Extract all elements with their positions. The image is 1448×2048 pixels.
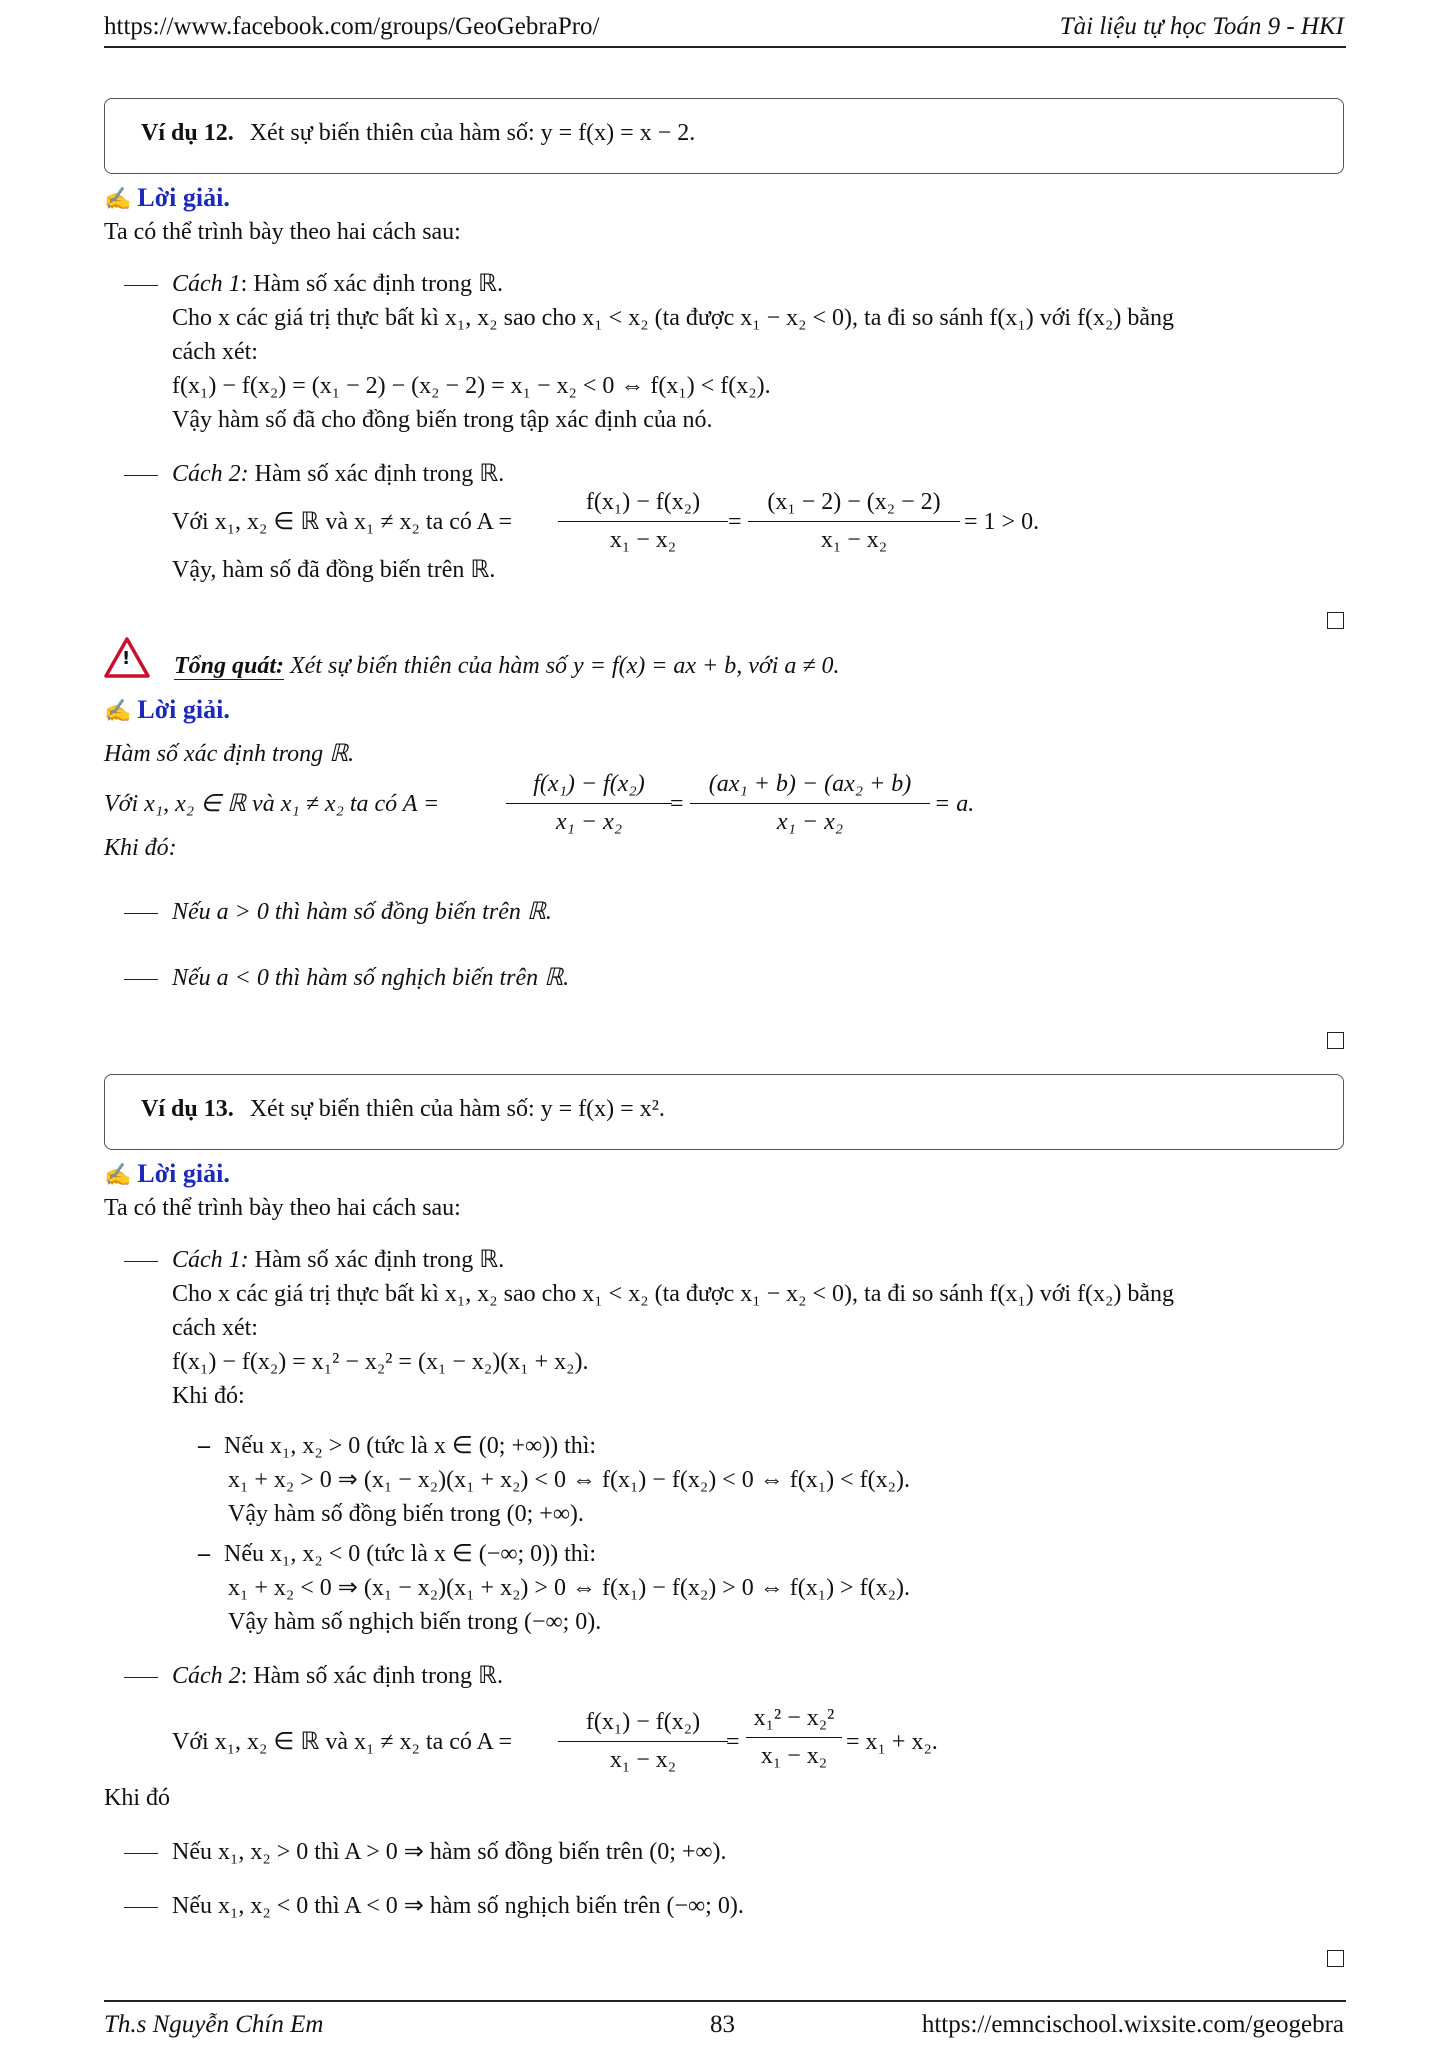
equals-sign: = <box>728 509 742 535</box>
ex13-subcase-1-formula: x₁ + x₂ > 0 ⇒ (x₁ − x₂)(x₁ + x₂) < 0 ⇔ f(x₁) − f(x₂) < 0 ⇔ f(x₁) < f(x₂). <box>228 1467 910 1493</box>
dash-bullet <box>124 979 158 980</box>
ex12-method1-title: Cách 1: Hàm số xác định trong ℝ. <box>124 270 503 299</box>
solution-heading-2: ✍ Lời giải. <box>104 695 230 724</box>
equals-sign: = <box>726 1729 740 1755</box>
general-pre: Với x₁, x₂ ∈ ℝ và x₁ ≠ x₂ ta có A = <box>104 791 440 817</box>
ex12-method1-line: cách xét: <box>172 339 258 365</box>
ex12-fraction-1: $\frac{\text{f(x₁) − f(x₂)}}{\text{x₁ − x₂}}$ <box>558 488 728 555</box>
ex12-method2-conclusion: Vậy, hàm số đã đồng biến trên ℝ. <box>172 557 496 583</box>
ex13-intro: Ta có thể trình bày theo hai cách sau: <box>104 1195 461 1221</box>
dash-bullet <box>124 285 158 286</box>
general-statement: Tổng quát: Xét sự biến thiên của hàm số y = f(x) = ax + b, với a ≠ 0. <box>174 653 840 679</box>
dash-bullet <box>124 1261 158 1262</box>
ex13-method1-formula: f(x₁) − f(x₂) = x₁² − x₂² = (x₁ − x₂)(x₁ + x₂). <box>172 1349 589 1375</box>
ex13-fraction-1: $\frac{\text{f(x₁) − f(x₂)}}{\text{x₁ − x₂}}$ <box>558 1708 728 1775</box>
page-number: 83 <box>710 2011 735 2038</box>
ex12-method2-result: = 1 > 0. <box>964 509 1040 535</box>
ex13-method2-title: Cách 2: Hàm số xác định trong ℝ. <box>124 1662 503 1691</box>
ex13-subcase-2-head: – Nếu x₁, x₂ < 0 (tức là x ∈ (−∞; 0)) thì: <box>198 1541 597 1567</box>
pen-icon: ✍ <box>104 698 132 723</box>
footer-link[interactable]: https://emncischool.wixsite.com/geogebra <box>921 2011 1344 2038</box>
ex12-method1-conclusion: Vậy hàm số đã cho đồng biến trong tập xác định của nó. <box>172 407 713 433</box>
ex12-method2-title: Cách 2: Hàm số xác định trong ℝ. <box>124 460 504 489</box>
ex12-intro: Ta có thể trình bày theo hai cách sau: <box>104 219 461 245</box>
general-case-1: Nếu a > 0 thì hàm số đồng biến trên ℝ. <box>124 898 552 927</box>
qed-square-icon <box>1327 1950 1344 1967</box>
ex12-fraction-2: $\frac{\text{(x₁ − 2) − (x₂ − 2)}}{\text{x₁ − x₂}}$ <box>748 488 960 555</box>
ex13-method1-khi-do: Khi đó: <box>172 1383 245 1409</box>
ex12-method1-line: Cho x các giá trị thực bất kì x₁, x₂ sao cho x₁ < x₂ (ta được x₁ − x₂ < 0), ta đi so sánh f(x₁) với f(x₂) bằng <box>172 305 1175 331</box>
ex13-method1-line: cách xét: <box>172 1315 258 1341</box>
example-13-box <box>104 1074 1344 1150</box>
general-khi-do: Khi đó: <box>104 835 177 861</box>
ex13-method1-title: Cách 1: Hàm số xác định trong ℝ. <box>124 1246 504 1275</box>
example-12-label: Ví dụ 12. <box>141 120 234 146</box>
dash-bullet <box>124 913 158 914</box>
example-13-statement: Xét sự biến thiên của hàm số: y = f(x) = x². <box>249 1096 665 1122</box>
ex13-case-1: Nếu x₁, x₂ > 0 thì A > 0 ⇒ hàm số đồng biến trên (0; +∞). <box>124 1838 727 1867</box>
ex13-fraction-2: $\frac{\text{x₁² − x₂²}}{\text{x₁ − x₂}}$ <box>746 1704 842 1771</box>
header-rule <box>104 46 1346 48</box>
footer-author: Th.s Nguyễn Chín Em <box>104 2011 324 2038</box>
general-fraction-1: $\frac{\text{f(x₁) − f(x₂)}}{\text{x₁ − x₂}}$ <box>506 770 672 837</box>
general-case-2: Nếu a < 0 thì hàm số nghịch biến trên ℝ. <box>124 964 569 993</box>
general-result: = a. <box>934 791 975 817</box>
example-12-statement: Xét sự biến thiên của hàm số: y = f(x) = x − 2. <box>249 120 696 146</box>
header-title: Tài liệu tự học Toán 9 - HKI <box>1059 13 1344 40</box>
solution-heading-3: ✍ Lời giải. <box>104 1159 230 1188</box>
pen-icon: ✍ <box>104 1162 132 1187</box>
warning-mark: ! <box>122 648 131 669</box>
ex13-khi-do: Khi đó <box>104 1785 170 1811</box>
dash-bullet <box>124 1907 158 1908</box>
ex13-subcase-1-head: – Nếu x₁, x₂ > 0 (tức là x ∈ (0; +∞)) thì: <box>198 1433 597 1459</box>
dash-bullet <box>124 475 158 476</box>
ex13-subcase-2-formula: x₁ + x₂ < 0 ⇒ (x₁ − x₂)(x₁ + x₂) > 0 ⇔ f(x₁) − f(x₂) > 0 ⇔ f(x₁) > f(x₂). <box>228 1575 910 1601</box>
ex12-method2-pre: Với x₁, x₂ ∈ ℝ và x₁ ≠ x₂ ta có A = <box>172 509 513 535</box>
ex12-method1-formula: f(x₁) − f(x₂) = (x₁ − 2) − (x₂ − 2) = x₁ − x₂ < 0 ⇔ f(x₁) < f(x₂). <box>172 373 771 399</box>
solution-heading-1: ✍ Lời giải. <box>104 183 230 212</box>
ex13-subcase-1-concl: Vậy hàm số đồng biến trong (0; +∞). <box>228 1501 584 1527</box>
ex13-subcase-2-concl: Vậy hàm số nghịch biến trong (−∞; 0). <box>228 1609 602 1635</box>
footer-rule <box>104 2000 1346 2002</box>
equals-sign: = <box>670 791 684 817</box>
general-domain: Hàm số xác định trong ℝ. <box>104 741 355 767</box>
example-12-box <box>104 98 1344 174</box>
qed-square-icon <box>1327 612 1344 629</box>
dash-bullet <box>124 1853 158 1854</box>
qed-square-icon <box>1327 1032 1344 1049</box>
header-link[interactable]: https://www.facebook.com/groups/GeoGebraPro/ <box>104 13 600 40</box>
ex13-method2-pre: Với x₁, x₂ ∈ ℝ và x₁ ≠ x₂ ta có A = <box>172 1729 513 1755</box>
ex13-case-2: Nếu x₁, x₂ < 0 thì A < 0 ⇒ hàm số nghịch biến trên (−∞; 0). <box>124 1892 744 1921</box>
ex13-method2-result: = x₁ + x₂. <box>846 1729 938 1755</box>
pen-icon: ✍ <box>104 186 132 211</box>
example-13-label: Ví dụ 13. <box>141 1096 234 1122</box>
ex13-method1-line: Cho x các giá trị thực bất kì x₁, x₂ sao cho x₁ < x₂ (ta được x₁ − x₂ < 0), ta đi so sánh f(x₁) với f(x₂) bằng <box>172 1281 1175 1307</box>
dash-bullet <box>124 1677 158 1678</box>
general-fraction-2: $\frac{\text{(ax₁ + b) − (ax₂ + b)}}{\text{x₁ − x₂}}$ <box>690 770 930 837</box>
